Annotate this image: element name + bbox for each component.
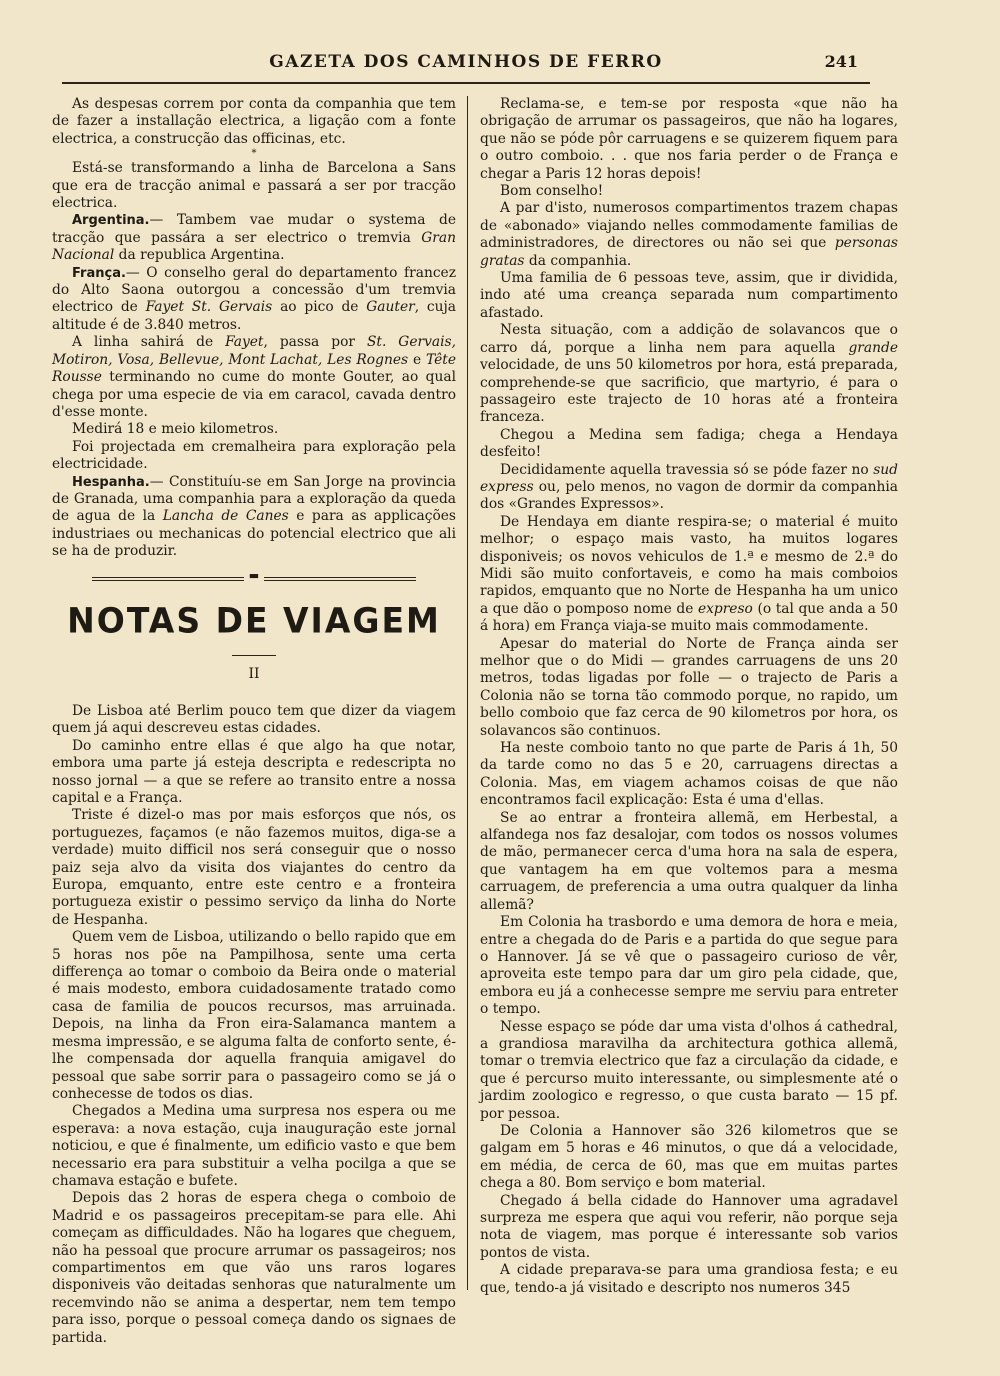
right-column — [480, 96, 898, 1297]
paragraph: Chegou a Medina sem fadiga; chega a Hendaya desfeito! — [480, 426, 898, 461]
paragraph: A par d'isto, numerosos compartimentos trazem chapas de «abonado» viajando nelles commodamente familias de administradores, de directores ou não sei que personas gratas da companhia. — [480, 200, 898, 269]
paragraph: A linha sahirá de Fayet, passa por St. Gervais, Motiron, Vosa, Bellevue, Mont Lachat, Les Rognes e Tête Rousse terminando no cume do monte Gouter, ao qual chega por uma especie de via em caracol, cavada dentro d'esse monte. — [52, 334, 456, 420]
page-header — [62, 52, 870, 80]
paragraph: Está-se transformando a linha de Barcelona a Sans que era de tracção animal e passará a ser por tracção electrica. — [52, 160, 456, 212]
paragraph: Do caminho entre ellas é que algo ha que notar, embora uma parte já esteja descripta e redescripta no nosso jornal — a que se refere ao transito entre a nossa capital e a França. — [52, 737, 456, 806]
place-heading: Hespanha. — [72, 474, 150, 490]
news-item-argentina: Argentina.— Tambem vae mudar o systema de tracção que passára a ser electrico o tremvia Gran Nacional da republica Argentina. — [52, 212, 456, 264]
section-star: * — [251, 148, 257, 160]
paragraph: Bom conselho! — [500, 183, 604, 200]
section-number: II — [248, 665, 260, 682]
ornamental-divider — [52, 568, 456, 585]
paragraph: De Lisboa até Berlim pouco tem que dizer da viagem quem já aqui descreveu estas cidades. — [52, 702, 456, 737]
place-heading: Argentina. — [72, 213, 150, 229]
paragraph: De Hendaya em diante respira-se; o material é muito melhor; o espaço mais vasto, ha muitos logares disponiveis; os novos vehiculos de 1.ª e mesmo de 2.ª do Midi são muito confortaveis, e como ha mais comboios rapidos, emquanto que no Norte de Hespanha ha um unico a que dão o pomposo nome de expreso (o tal que anda a 50 á hora) em França viaja-se muito mais commodamente. — [480, 513, 898, 635]
paragraph: A cidade preparava-se para uma grandiosa festa; e eu que, tendo-a já visitado e descripto nos numeros 345 — [480, 1262, 898, 1296]
paragraph: Triste é dizel-o mas por mais esforços que nós, os portuguezes, façamos (e não fazemos muitos, diga-se a verdade) muito difficil nos será conseguir que o nosso paiz seja alvo da visita dos viajantes do centro da Europa, emquanto, entre este centro e a fronteira portugueza existir o pessimo serviço da linha do Norte de Hespanha. — [52, 807, 456, 928]
paragraph: Decididamente aquella travessia só se póde fazer no sud express ou, pelo menos, no vagon de dormir da companhia dos «Grandes Expressos». — [480, 461, 898, 513]
paragraph: Nesse espaço se póde dar uma vista d'olhos á cathedral, a grandiosa maravilha da architectura gothica allemã, tomar o tremvia electrico que faz a circulação da cidade, e que é percurso muito interessante, ou simplesmente até o jardim zoologico e regresso, o que custa barato — 15 pf. por pessoa. — [480, 1018, 898, 1122]
column-divider — [467, 96, 468, 1290]
paragraph: Se ao entrar a fronteira allemã, em Herbestal, a alfandega nos faz desalojar, com todos os nossos volumes de mão, permanecer cerca d'uma hora na sala de espera, que vantagem ha em que voltemos para a mesma carruagem, de preferencia a uma outra qualquer da linha allemã? — [480, 809, 898, 913]
section-title: NOTAS DE VIAGEM — [67, 599, 441, 641]
title-rule — [232, 655, 276, 656]
paragraph: Chegado á bella cidade do Hannover uma agradavel surpreza me espera que aqui vou referir, não porque seja nota de viagem, mas porque é interessante sob varios pontos de vista. — [480, 1192, 898, 1261]
paragraph: Em Colonia ha trasbordo e uma demora de hora e meia, entre a chegada do de Paris e a partida do que segue para o Hannover. Já se vê que o passageiro curioso de vêr, aproveita este tempo para dar um giro pela cidade, que, embora eu já a conhecesse sempre me serviu para entreter o tempo. — [480, 914, 898, 1018]
paragraph: Apesar do material do Norte de França ainda ser melhor que o do Midi — grandes carruagens de uns 20 metros, todas ligadas por folle — o trajecto de Paris a Colonia não se torna tão commodo porque, no rapido, um bello comboio que faz cerca de 90 kilometros por hora, os solavancos são continuos. — [480, 635, 898, 739]
news-item-franca: França.— O conselho geral do departamento francez do Alto Saona outorgou a concessão d'um tremvia electrico de Fayet St. Gervais ao pico de Gauter, cuja altitude é de 3.840 metros. — [52, 264, 456, 333]
news-item-hespanha: Hespanha.— Constituíu-se em San Jorge na provincia de Granada, uma companhia para a exploração da queda de agua de la Lancha de Canes e para as applicações industriaes ou mechanicas do potencial electrico que ali se ha de produzir. — [52, 473, 456, 560]
page-number: 241 — [824, 52, 858, 71]
paragraph: As despesas correm por conta da companhia que tem de fazer a installação electrica, a ligação com a fonte electrica, a construcção das officinas, etc. — [52, 96, 456, 147]
paragraph: Nesta situação, com a addição de solavancos que o carro dá, porque a linha nem para aquella grande velocidade, de uns 50 kilometros por hora, está preparada, comprehende-se que sacrificio, que martyrio, é para o passageiro este trajecto de 10 horas até a fronteira franceza. — [480, 322, 898, 426]
paragraph: De Colonia a Hannover são 326 kilometros que se galgam em 5 horas e 46 minutos, o que dá a velocidade, em média, de cerca de 60, mas que em muitas partes chega a 80. Bom serviço e bom material. — [480, 1122, 898, 1192]
paragraph: Reclama-se, e tem-se por resposta «que não ha obrigação de arrumar os passageiros, que não ha logares, que não se póde pôr carruagens e se quizerem fiquem para o outro comboio. . . que nos faria perder o de França e chegar a Paris 12 horas depois! — [480, 96, 898, 182]
paragraph: Quem vem de Lisboa, utilizando o bello rapido que em 5 horas nos põe na Pampilhosa, sente uma certa differença ao tomar o comboio da Beira onde o material é mais modesto, embora cuidadosamente tratado como casa de familia de poucos recursos, mas arruinada. Depois, na linha da Fron eira-Salamanca mantem a mesma impressão, e se alguma falta de conforto sente, é-lhe compensada dor aquella franquia amigavel do pessoal que sabe sorrir para o passageiro como se já o conhecesse de todos os dias. — [52, 929, 456, 1102]
paragraph: Uma familia de 6 pessoas teve, assim, que ir dividida, indo até uma creança separada num compartimento afastado. — [480, 270, 898, 321]
header-rule — [62, 82, 870, 84]
paragraph: Medirá 18 e meio kilometros. — [72, 421, 279, 438]
left-column — [52, 96, 456, 1347]
paragraph: Chegados a Medina uma surpresa nos espera ou me esperava: a nova estação, cuja inauguração este jornal noticiou, e que é finalmente, um edificio vasto e que bem necessario era para substituir a velha pocilga a que se chamava estação e bufete. — [52, 1103, 456, 1189]
paragraph: Ha neste comboio tanto no que parte de Paris á 1h, 50 da tarde como no das 5 e 20, carruagens directas a Colonia. Mas, em viagem achamos coisas de que não encontramos facil explicação: Esta é uma d'ellas. — [480, 740, 898, 809]
paragraph: Depois das 2 horas de espera chega o comboio de Madrid e os passageiros precepitam-se para elle. Ahi começam as difficuldades. Não ha logares que cheguem, não ha pessoal que procure arrumar os passageiros; nos compartimentos em que vão uns raros logares disponiveis vão deitadas senhoras que naturalmente um recemvindo não se anima a despertar, nem tem tempo para isso, porque o pessoal começa dando os signaes de partida. — [52, 1190, 456, 1346]
paragraph: Foi projectada em cremalheira para exploração pela electricidade. — [52, 438, 456, 473]
place-heading: França. — [72, 265, 126, 281]
ornament-icon: ▬ — [244, 571, 264, 581]
running-title: GAZETA DOS CAMINHOS DE FERRO — [269, 52, 663, 72]
